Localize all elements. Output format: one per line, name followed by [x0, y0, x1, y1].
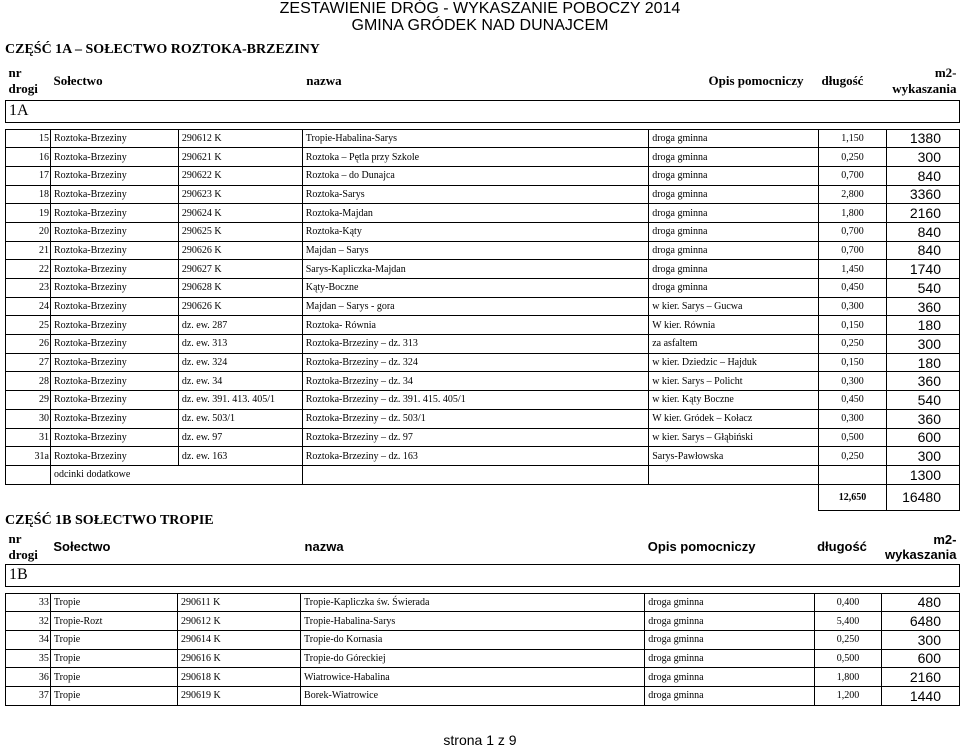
- road-description: W kier. Gródek – Kołacz: [649, 409, 819, 428]
- village-name: Roztoka-Brzeziny: [50, 260, 178, 279]
- section-code-row: [6, 100, 960, 122]
- road-name: Roztoka-Brzeziny – dz. 97: [302, 428, 648, 447]
- total-row: [6, 484, 960, 511]
- road-code: 290626 K: [178, 297, 302, 316]
- road-number: 35: [6, 649, 51, 668]
- mowing-area: 840: [886, 222, 959, 241]
- table-row: [6, 612, 960, 631]
- road-name: Roztoka-Majdan: [302, 204, 648, 223]
- column-header-nazwa: nazwa: [306, 72, 342, 88]
- road-name: Tropie-Kapliczka św. Świerada: [301, 593, 645, 612]
- road-name: Sarys-Kapliczka-Majdan: [302, 260, 648, 279]
- road-name: Roztoka-Kąty: [302, 222, 648, 241]
- village-name: Roztoka-Brzeziny: [50, 241, 178, 260]
- table-row: [6, 353, 960, 372]
- road-description: droga gminna: [645, 686, 814, 705]
- road-code: 290621 K: [178, 148, 302, 167]
- road-length: 0,700: [819, 241, 887, 260]
- column-header-dlugosc: długość: [821, 72, 864, 88]
- village-name: Roztoka-Brzeziny: [50, 129, 178, 148]
- village-name: Roztoka-Brzeziny: [50, 391, 178, 410]
- road-code: 290616 K: [178, 649, 301, 668]
- section-1b-title: CZĘŚĆ 1B SOŁECTWO TROPIE: [5, 513, 214, 528]
- road-description: w kier. Dziedzic – Hajduk: [649, 353, 819, 372]
- road-code: 290628 K: [178, 279, 302, 298]
- road-description: droga gminna: [649, 185, 819, 204]
- mowing-area: 540: [886, 391, 959, 410]
- road-length: 0,250: [814, 630, 882, 649]
- road-name: Roztoka-Sarys: [302, 185, 648, 204]
- road-name: Roztoka- Równia: [302, 316, 648, 335]
- road-number: 37: [6, 686, 51, 705]
- mowing-area: 360: [886, 409, 959, 428]
- empty-cell: [6, 484, 819, 511]
- road-code: 290611 K: [178, 593, 301, 612]
- road-length: 0,300: [819, 409, 887, 428]
- road-number: 31: [6, 428, 51, 447]
- road-code: 290624 K: [178, 204, 302, 223]
- table-row: [6, 241, 960, 260]
- road-name: Majdan – Sarys - gora: [302, 297, 648, 316]
- road-name: Majdan – Sarys: [302, 241, 648, 260]
- table-row: [6, 391, 960, 410]
- section-1a-table: [5, 62, 960, 511]
- road-name: Roztoka-Brzeziny – dz. 324: [302, 353, 648, 372]
- road-number: 29: [6, 391, 51, 410]
- mowing-area: 600: [886, 428, 959, 447]
- column-header-solectwo: Sołectwo: [53, 72, 103, 88]
- mowing-area: 300: [886, 335, 959, 354]
- road-length: 0,150: [819, 353, 887, 372]
- road-number: 34: [6, 630, 51, 649]
- column-header-opis: Opis pomocniczy: [647, 539, 756, 555]
- village-name: Roztoka-Brzeziny: [50, 297, 178, 316]
- mowing-area: 1380: [886, 129, 959, 148]
- road-code: 290623 K: [178, 185, 302, 204]
- road-description: droga gminna: [649, 241, 819, 260]
- road-length: 0,250: [819, 148, 887, 167]
- road-number: 26: [6, 335, 51, 354]
- village-name: Roztoka-Brzeziny: [50, 447, 178, 466]
- road-length: 1,450: [819, 260, 887, 279]
- empty-cell: [6, 465, 51, 484]
- road-name: Roztoka-Brzeziny – dz. 313: [302, 335, 648, 354]
- extra-sections-area: 1300: [886, 465, 959, 484]
- extra-sections-label: odcinki dodatkowe: [50, 465, 302, 484]
- mowing-area: 480: [882, 593, 960, 612]
- table-row: [6, 260, 960, 279]
- document-title: ZESTAWIENIE DRÓG - WYKASZANIE POBOCZY 2014: [279, 0, 681, 17]
- road-length: 5,400: [814, 612, 882, 631]
- table-row: [6, 668, 960, 687]
- road-code: 290622 K: [178, 166, 302, 185]
- road-number: 23: [6, 279, 51, 298]
- village-name: Tropie: [50, 649, 177, 668]
- village-name: Tropie-Rozt: [50, 612, 177, 631]
- road-length: 0,250: [819, 447, 887, 466]
- village-name: Roztoka-Brzeziny: [50, 316, 178, 335]
- table-row: [6, 204, 960, 223]
- road-length: 0,300: [819, 297, 887, 316]
- road-number: 27: [6, 353, 51, 372]
- road-name: Kąty-Boczne: [302, 279, 648, 298]
- column-header-nr: nr drogi: [8, 64, 38, 96]
- table-row: [6, 409, 960, 428]
- village-name: Tropie: [50, 630, 177, 649]
- road-number: 19: [6, 204, 51, 223]
- mowing-area: 3360: [886, 185, 959, 204]
- road-description: W kier. Równia: [649, 316, 819, 335]
- section-code: 1A: [6, 100, 51, 122]
- table-row: [6, 686, 960, 705]
- column-header-m2: m2- wykaszania: [884, 531, 957, 562]
- road-number: 15: [6, 129, 51, 148]
- road-code: dz. ew. 163: [178, 447, 302, 466]
- village-name: Roztoka-Brzeziny: [50, 353, 178, 372]
- road-code: 290627 K: [178, 260, 302, 279]
- village-name: Roztoka-Brzeziny: [50, 335, 178, 354]
- road-number: 32: [6, 612, 51, 631]
- road-length: 0,700: [819, 222, 887, 241]
- road-code: 290618 K: [178, 668, 301, 687]
- road-code: dz. ew. 287: [178, 316, 302, 335]
- mowing-area: 300: [882, 630, 960, 649]
- table-row: [6, 428, 960, 447]
- road-description: droga gminna: [645, 612, 814, 631]
- column-header-m2: m2- wykaszania: [892, 64, 957, 96]
- road-length: 1,800: [814, 668, 882, 687]
- mowing-area: 2160: [882, 668, 960, 687]
- mowing-area: 840: [886, 241, 959, 260]
- table-row: [6, 129, 960, 148]
- road-code: 290619 K: [178, 686, 301, 705]
- table-row: [6, 297, 960, 316]
- village-name: Roztoka-Brzeziny: [50, 372, 178, 391]
- village-name: Tropie: [50, 593, 177, 612]
- table-row: [6, 593, 960, 612]
- road-description: Sarys-Pawłowska: [649, 447, 819, 466]
- village-name: Roztoka-Brzeziny: [50, 185, 178, 204]
- road-number: 33: [6, 593, 51, 612]
- table-row: [6, 185, 960, 204]
- road-description: droga gminna: [649, 166, 819, 185]
- road-name: Tropie-do Góreckiej: [301, 649, 645, 668]
- empty-cell: [649, 465, 819, 484]
- road-description: droga gminna: [649, 204, 819, 223]
- road-number: 28: [6, 372, 51, 391]
- road-name: Tropie-Habalina-Sarys: [302, 129, 648, 148]
- road-length: 1,200: [814, 686, 882, 705]
- road-length: 0,300: [819, 372, 887, 391]
- section-code: 1B: [6, 564, 51, 586]
- road-name: Borek-Wiatrowice: [301, 686, 645, 705]
- road-code: 290614 K: [178, 630, 301, 649]
- column-header-nr: nr drogi: [8, 530, 38, 562]
- road-number: 30: [6, 409, 51, 428]
- mowing-area: 180: [886, 316, 959, 335]
- table-row: [6, 279, 960, 298]
- village-name: Roztoka-Brzeziny: [50, 222, 178, 241]
- document-header: [0, 0, 960, 34]
- mowing-area: 180: [886, 353, 959, 372]
- road-description: droga gminna: [649, 260, 819, 279]
- village-name: Roztoka-Brzeziny: [50, 409, 178, 428]
- road-number: 18: [6, 185, 51, 204]
- section-1a-title: CZĘŚĆ 1A – SOŁECTWO ROZTOKA-BRZEZINY: [5, 42, 320, 57]
- road-number: 24: [6, 297, 51, 316]
- road-name: Tropie-do Kornasia: [301, 630, 645, 649]
- table-row: [6, 335, 960, 354]
- village-name: Roztoka-Brzeziny: [50, 148, 178, 167]
- total-length: 12,650: [819, 484, 887, 511]
- road-number: 21: [6, 241, 51, 260]
- road-description: droga gminna: [649, 129, 819, 148]
- extra-sections-row: [6, 465, 960, 484]
- table-row: [6, 447, 960, 466]
- road-number: 16: [6, 148, 51, 167]
- road-name: Tropie-Habalina-Sarys: [301, 612, 645, 631]
- road-number: 36: [6, 668, 51, 687]
- section-1b-table: [5, 530, 960, 706]
- road-description: w kier. Sarys – Głąbiński: [649, 428, 819, 447]
- mowing-area: 600: [882, 649, 960, 668]
- road-length: 0,500: [819, 428, 887, 447]
- table-row: [6, 222, 960, 241]
- column-header-nazwa: nazwa: [304, 539, 344, 555]
- section-code-row: [6, 564, 960, 586]
- document-subtitle: GMINA GRÓDEK NAD DUNAJCEM: [351, 17, 609, 34]
- road-length: 0,400: [814, 593, 882, 612]
- road-code: dz. ew. 391. 413. 405/1: [178, 391, 302, 410]
- mowing-area: 540: [886, 279, 959, 298]
- road-code: dz. ew. 503/1: [178, 409, 302, 428]
- road-code: 290626 K: [178, 241, 302, 260]
- column-header-dlugosc: długość: [817, 539, 867, 555]
- road-description: droga gminna: [649, 279, 819, 298]
- road-length: 0,450: [819, 391, 887, 410]
- road-number: 31a: [6, 447, 51, 466]
- road-number: 17: [6, 166, 51, 185]
- column-header-opis: Opis pomocniczy: [708, 72, 804, 88]
- road-code: dz. ew. 97: [178, 428, 302, 447]
- road-description: droga gminna: [645, 630, 814, 649]
- road-description: w kier. Kąty Boczne: [649, 391, 819, 410]
- table-row: [6, 316, 960, 335]
- road-number: 25: [6, 316, 51, 335]
- road-name: Roztoka – Pętla przy Szkole: [302, 148, 648, 167]
- road-name: Roztoka-Brzeziny – dz. 34: [302, 372, 648, 391]
- table-row: [6, 372, 960, 391]
- village-name: Tropie: [50, 686, 177, 705]
- table-row: [6, 148, 960, 167]
- road-description: droga gminna: [645, 593, 814, 612]
- road-description: droga gminna: [649, 222, 819, 241]
- mowing-area: 360: [886, 297, 959, 316]
- road-number: 20: [6, 222, 51, 241]
- road-code: 290612 K: [178, 612, 301, 631]
- road-code: dz. ew. 324: [178, 353, 302, 372]
- road-name: Roztoka-Brzeziny – dz. 391. 415. 405/1: [302, 391, 648, 410]
- road-description: w kier. Sarys – Gucwa: [649, 297, 819, 316]
- road-length: 0,150: [819, 316, 887, 335]
- village-name: Roztoka-Brzeziny: [50, 204, 178, 223]
- table-row: [6, 649, 960, 668]
- road-length: 0,250: [819, 335, 887, 354]
- road-number: 22: [6, 260, 51, 279]
- road-length: 2,800: [819, 185, 887, 204]
- road-description: za asfaltem: [649, 335, 819, 354]
- road-length: 0,500: [814, 649, 882, 668]
- table-row: [6, 630, 960, 649]
- empty-cell: [819, 465, 887, 484]
- road-code: 290612 K: [178, 129, 302, 148]
- table-header-row: [6, 530, 960, 564]
- column-header-solectwo: Sołectwo: [53, 539, 111, 555]
- road-description: droga gminna: [645, 649, 814, 668]
- village-name: Roztoka-Brzeziny: [50, 279, 178, 298]
- mowing-area: 1440: [882, 686, 960, 705]
- mowing-area: 360: [886, 372, 959, 391]
- mowing-area: 1740: [886, 260, 959, 279]
- road-description: droga gminna: [649, 148, 819, 167]
- road-description: droga gminna: [645, 668, 814, 687]
- mowing-area: 300: [886, 148, 959, 167]
- mowing-area: 2160: [886, 204, 959, 223]
- road-description: w kier. Sarys – Policht: [649, 372, 819, 391]
- road-name: Roztoka – do Dunajca: [302, 166, 648, 185]
- road-length: 0,450: [819, 279, 887, 298]
- road-length: 1,800: [819, 204, 887, 223]
- table-row: [6, 166, 960, 185]
- road-name: Wiatrowice-Habalina: [301, 668, 645, 687]
- village-name: Roztoka-Brzeziny: [50, 428, 178, 447]
- road-length: 0,700: [819, 166, 887, 185]
- table-header-row: [6, 62, 960, 100]
- total-area: 16480: [886, 484, 959, 511]
- village-name: Tropie: [50, 668, 177, 687]
- mowing-area: 840: [886, 166, 959, 185]
- road-code: 290625 K: [178, 222, 302, 241]
- mowing-area: 300: [886, 447, 959, 466]
- road-name: Roztoka-Brzeziny – dz. 503/1: [302, 409, 648, 428]
- road-name: Roztoka-Brzeziny – dz. 163: [302, 447, 648, 466]
- road-length: 1,150: [819, 129, 887, 148]
- village-name: Roztoka-Brzeziny: [50, 166, 178, 185]
- empty-cell: [302, 465, 648, 484]
- road-code: dz. ew. 34: [178, 372, 302, 391]
- page-number: strona 1 z 9: [443, 732, 517, 748]
- road-code: dz. ew. 313: [178, 335, 302, 354]
- mowing-area: 6480: [882, 612, 960, 631]
